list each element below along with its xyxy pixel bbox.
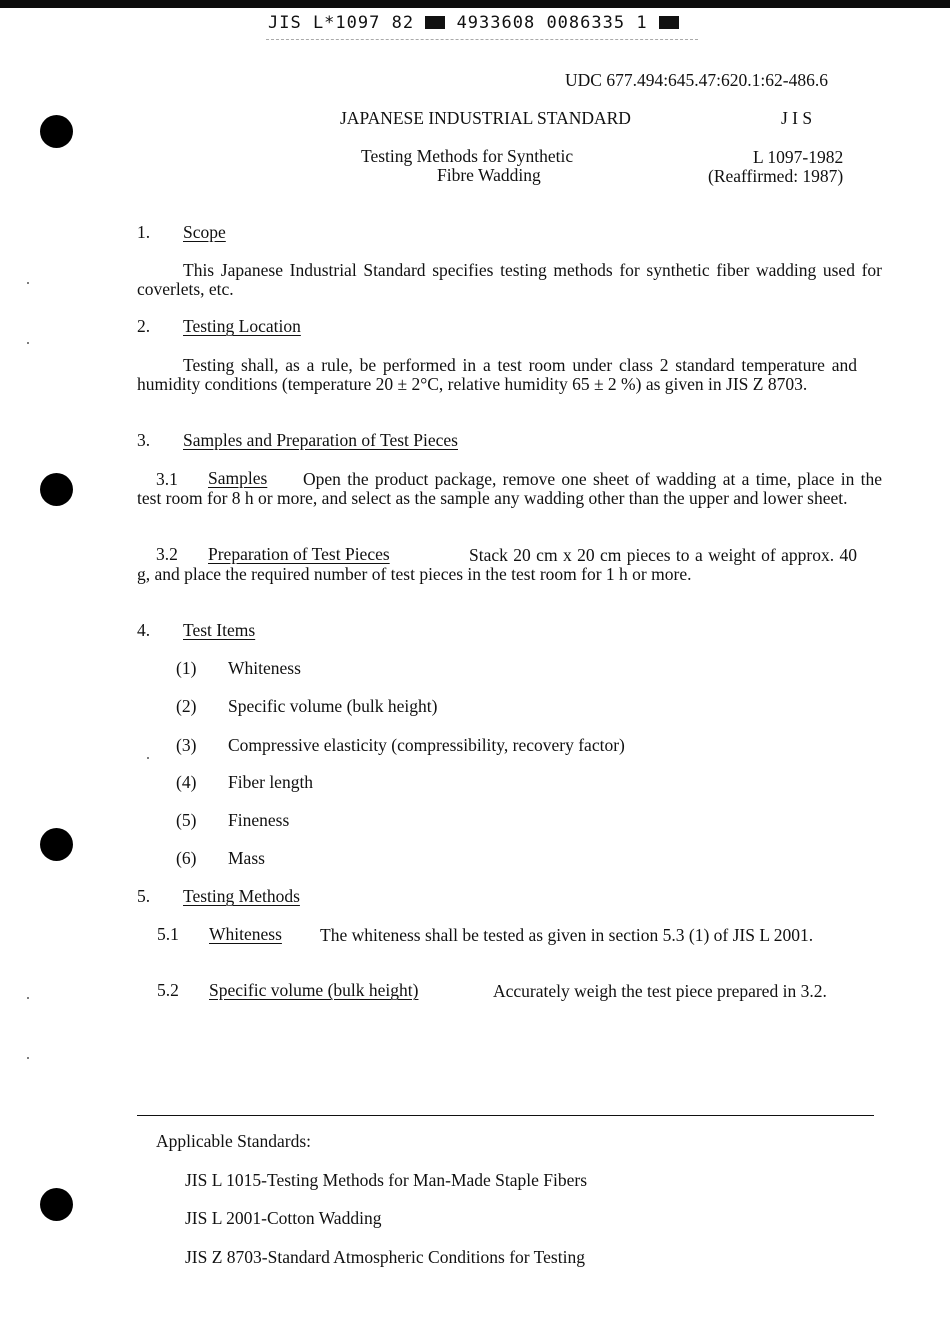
section-number: 5.	[137, 886, 151, 906]
section-number: 1.	[137, 222, 151, 242]
list-item-number: (5)	[176, 810, 197, 830]
subsection-text-samples: Open the product package, remove one sheet of wadding at a time, place in the test room for 8 h or more, and select as the sample any wadding other than the upper and lower sheet.	[137, 469, 882, 508]
footnote-item: JIS Z 8703-Standard Atmospheric Conditions for Testing	[185, 1247, 585, 1267]
section-title-testing-methods: Testing Methods	[183, 886, 300, 906]
list-item-number: (6)	[176, 848, 197, 868]
list-item-label: Mass	[228, 848, 265, 868]
scan-speck	[27, 282, 29, 284]
section-number: 2.	[137, 316, 151, 336]
footnote-item: JIS L 2001-Cotton Wadding	[185, 1208, 382, 1228]
list-item-label: Whiteness	[228, 658, 301, 678]
scan-speck	[27, 1057, 29, 1059]
subsection-title-samples: Samples	[208, 468, 268, 488]
section-number: 4.	[137, 620, 151, 640]
footnote-item: JIS L 1015-Testing Methods for Man-Made Staple Fibers	[185, 1170, 588, 1190]
redaction-block	[425, 16, 445, 29]
scan-speck	[27, 997, 29, 999]
section-text-testing-location: Testing shall, as a rule, be performed in a test room under class 2 standard temperature and humidity conditions (temperature 20 ± 2°C, relative humidity 65 ± 2 %) as given in JIS Z 8703.	[137, 355, 857, 394]
reaffirmed-note: (Reaffirmed: 1987)	[708, 166, 844, 186]
jis-mark: J I S	[781, 108, 813, 128]
punch-hole	[40, 115, 73, 148]
section-title-testing-location: Testing Location	[183, 316, 301, 336]
subsection-text-whiteness: The whiteness shall be tested as given in section 5.3 (1) of JIS L 2001.	[320, 925, 814, 945]
subsection-title-whiteness: Whiteness	[209, 924, 282, 944]
doc-title-line1: Testing Methods for Synthetic	[361, 146, 574, 166]
list-item-number: (3)	[176, 735, 197, 755]
section-number: 3.	[137, 430, 151, 450]
standard-org: JAPANESE INDUSTRIAL STANDARD	[340, 108, 631, 128]
redaction-block	[659, 16, 679, 29]
standard-number: L 1097-1982	[753, 147, 844, 167]
list-item-label: Fineness	[228, 810, 290, 830]
scan-speck	[147, 757, 149, 759]
subsection-number: 5.2	[157, 980, 179, 1000]
udc-code: UDC 677.494:645.47:620.1:62-486.6	[565, 70, 828, 90]
footnote-rule	[137, 1115, 874, 1116]
scan-top-border	[0, 0, 950, 8]
list-item-label: Specific volume (bulk height)	[228, 696, 438, 716]
list-item-label: Fiber length	[228, 772, 314, 792]
punch-hole	[40, 828, 73, 861]
subsection-text-specific-volume: Accurately weigh the test piece prepared in 3.2.	[493, 981, 827, 1001]
subsection-title-preparation: Preparation of Test Pieces	[208, 544, 390, 564]
list-item-number: (1)	[176, 658, 197, 678]
subsection-number: 3.1	[156, 469, 178, 489]
punch-hole	[40, 473, 73, 506]
footnote-heading: Applicable Standards:	[156, 1131, 312, 1151]
list-item-number: (2)	[176, 696, 197, 716]
subsection-text-preparation: Stack 20 cm x 20 cm pieces to a weight of approx. 40 g, and place the required number of test pieces in the test room for 1 h or more.	[137, 545, 857, 584]
subsection-number: 5.1	[157, 924, 179, 944]
section-title-scope: Scope	[183, 222, 226, 242]
doc-title-line2: Fibre Wadding	[437, 165, 541, 185]
scan-header-part2: 4933608 0086335 1	[456, 13, 648, 33]
scan-header-part1: JIS L*1097 82	[268, 13, 415, 33]
section-text-scope: This Japanese Industrial Standard specifies testing methods for synthetic fiber wadding used for coverlets, etc.	[137, 260, 882, 299]
punch-hole	[40, 1188, 73, 1221]
subsection-title-specific-volume: Specific volume (bulk height)	[209, 980, 419, 1000]
header-dashed-rule	[266, 39, 698, 40]
subsection-number: 3.2	[156, 544, 178, 564]
list-item-number: (4)	[176, 772, 197, 792]
scan-header-code	[268, 14, 679, 33]
section-title-samples: Samples and Preparation of Test Pieces	[183, 430, 458, 450]
list-item-label: Compressive elasticity (compressibility, recovery factor)	[228, 735, 625, 755]
section-title-test-items: Test Items	[183, 620, 256, 640]
scan-speck	[27, 342, 29, 344]
